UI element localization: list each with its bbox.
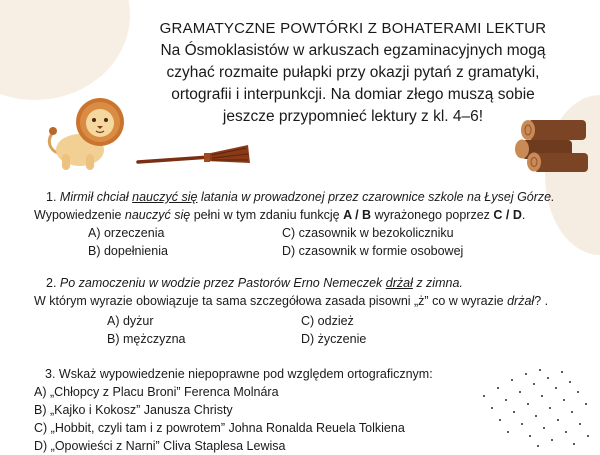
question-2-sentence — [46, 274, 600, 292]
question-1-option-b[interactable]: B) dopełnienia — [88, 244, 168, 258]
question-1-choice-ab: A / B — [343, 208, 372, 222]
question-3-option-a[interactable]: A) „Chłopcy z Placu Broni” Ferenca Molnára — [34, 385, 279, 399]
question-1-prompt-phrase: nauczyć się — [124, 208, 191, 222]
question-1-prompt-end: . — [521, 208, 526, 222]
question-3-option-c[interactable]: C) „Hobbit, czyli tam i z powrotem” Johna Ronalda Reuela Tolkiena — [34, 421, 405, 435]
question-2-prompt-word: drżał — [507, 294, 535, 308]
question-3-option-b[interactable]: B) „Kajko i Kokosz” Janusza Christy — [34, 403, 233, 417]
question-1-sentence — [46, 188, 600, 206]
question-2-prompt-part: W którym wyrazie obowiązuje ta sama szczegółowa zasada pisowni „ż” co w wyrazie — [34, 294, 508, 308]
question-3-prompt: 3. Wskaż wypowiedzenie niepoprawne pod względem ortograficznym: — [45, 367, 433, 381]
lion-icon — [40, 92, 132, 174]
question-1-prompt-part-3: wyrażonego poprzez — [371, 208, 494, 222]
broom-icon — [136, 141, 252, 171]
question-2-number: 2. — [46, 276, 57, 290]
wood-logs-icon — [512, 118, 592, 174]
question-2-prompt — [34, 292, 600, 310]
question-1-option-a[interactable]: A) orzeczenia — [88, 226, 165, 240]
question-2-prompt-end: ? . — [534, 294, 549, 308]
dots-pattern — [478, 368, 596, 450]
question-2-option-d[interactable]: D) życzenie — [301, 332, 367, 346]
question-1-prompt-part: Wypowiedzenie — [34, 208, 125, 222]
question-2-option-b[interactable]: B) mężczyzna — [107, 332, 186, 346]
question-2-sentence-part: Po zamoczeniu w wodzie przez Pastorów Erno Nemeczek — [59, 276, 386, 290]
question-1-option-c[interactable]: C) czasownik w bezokoliczniku — [282, 226, 454, 240]
question-3-option-d[interactable]: D) „Opowieści z Narni” Cliva Staplesa Lewisa — [34, 439, 286, 453]
question-1-underlined-word: nauczyć się — [132, 190, 198, 204]
intro-line-2: czyhać rozmaite pułapki przy okazji pytań z gramatyki, — [166, 64, 540, 81]
question-1-sentence-rest: latania w prowadzonej przez czarownice szkole na Łysej Górze. — [197, 190, 555, 204]
question-1-prompt-part-2: pełni w tym zdaniu funkcję — [190, 208, 344, 222]
page-title: GRAMATYCZNE POWTÓRKI Z BOHATERAMI LEKTUR — [159, 20, 547, 37]
question-3-options — [34, 383, 405, 455]
question-1-option-d[interactable]: D) czasownik w formie osobowej — [282, 244, 464, 258]
question-2-underlined-word: drżał — [385, 276, 413, 290]
intro-line-4: jeszcze przypomnieć lektury z kl. 4–6! — [222, 108, 484, 125]
question-1-number: 1. — [46, 190, 57, 204]
intro-line-1: Na Ósmoklasistów w arkuszach egzaminacyjnych mogą — [160, 42, 546, 59]
question-1-sentence-part: Mirmił chciał — [59, 190, 133, 204]
decorative-blob-top-left — [0, 0, 130, 100]
header — [118, 18, 588, 128]
intro-line-3: ortografii i interpunkcji. Na domiar złego muszą sobie — [171, 86, 535, 103]
question-2-option-a[interactable]: A) dyżur — [107, 314, 154, 328]
question-2-option-c[interactable]: C) odzież — [301, 314, 354, 328]
question-1-choice-cd: C / D — [493, 208, 522, 222]
question-1-prompt — [34, 206, 600, 224]
question-2-sentence-rest: z zimna. — [412, 276, 463, 290]
